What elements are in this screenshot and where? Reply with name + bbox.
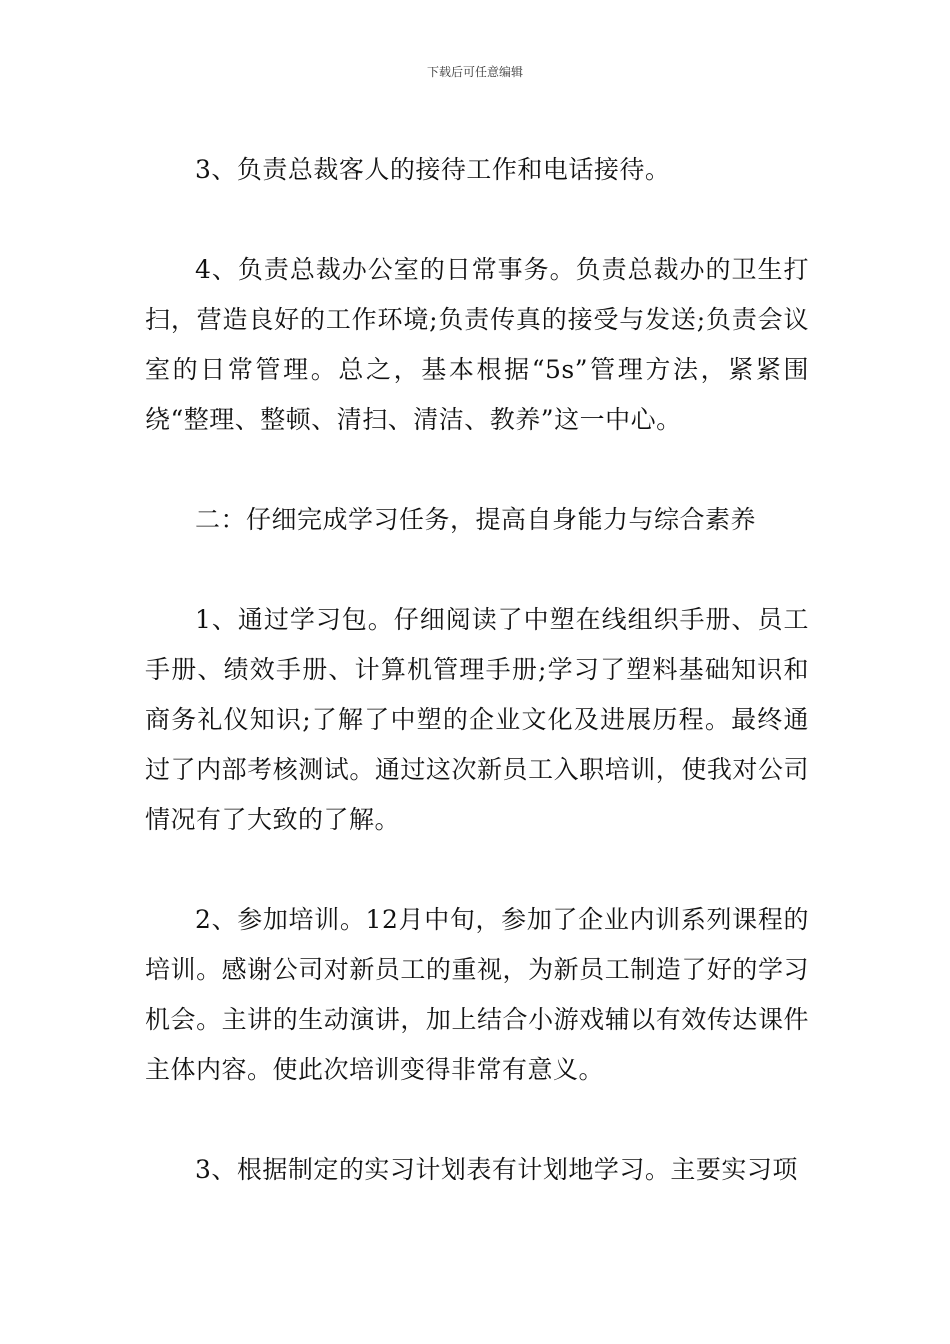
section-heading-study: 二：仔细完成学习任务，提高自身能力与综合素养 (195, 505, 757, 534)
paragraph-item-2-training: 2、参加培训。12月中旬，参加了企业内训系列课程的培训。感谢公司对新员工的重视，为新员工制造了好的学习机会。主讲的生动演讲，加上结合小游戏辅以有效传达课件主体内容。使此次培训变得非常有意义。 (145, 905, 809, 1084)
paragraph-item-3-internship-plan: 3、根据制定的实习计划表有计划地学习。主要实习项 (195, 1155, 798, 1184)
document-body (145, 145, 809, 1245)
paragraph-item-4-office-affairs: 4、负责总裁办公室的日常事务。负责总裁办的卫生打扫，营造良好的工作环境;负责传真的接受与发送;负责会议室的日常管理。总之，基本根据“5s”管理方法，紧紧围绕“整理、整顿、清扫、清洁、教养”这一中心。 (145, 255, 809, 434)
paragraph-item-3-reception: 3、负责总裁客人的接待工作和电话接待。 (195, 155, 671, 184)
header-note: 下载后可任意编辑 (426, 65, 523, 79)
paragraph-item-1-study-package: 1、通过学习包。仔细阅读了中塑在线组织手册、员工手册、绩效手册、计算机管理手册;学习了塑料基础知识和商务礼仪知识;了解了中塑的企业文化及进展历程。最终通过了内部考核测试。通过这次新员工入职培训，使我对公司情况有了大致的了解。 (145, 605, 809, 834)
